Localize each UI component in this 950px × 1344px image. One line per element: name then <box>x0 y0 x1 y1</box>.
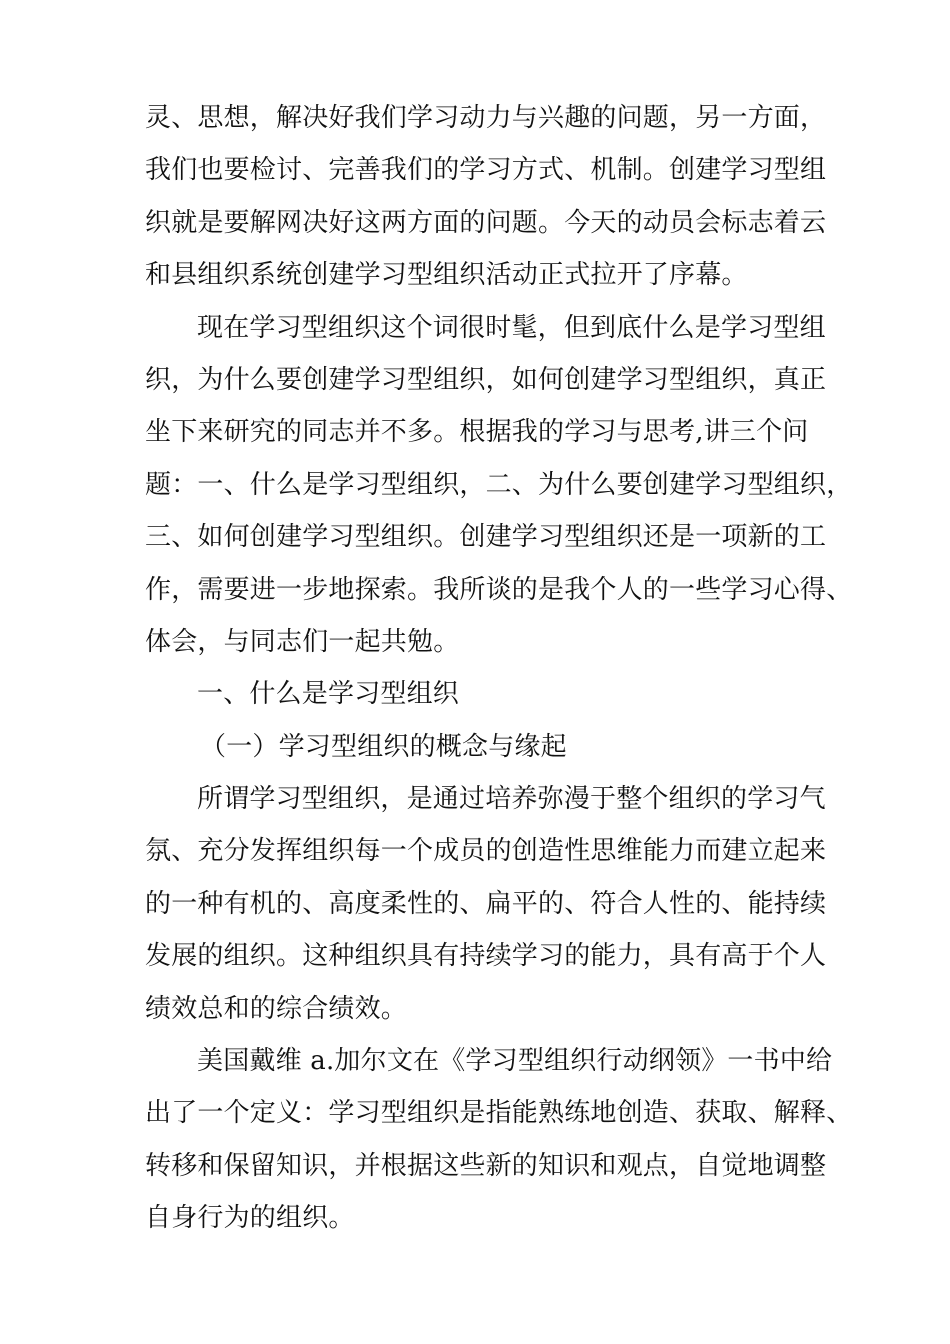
paragraph-line: 作，需要进一步地探索。我所谈的是我个人的一些学习心得、 <box>145 574 853 605</box>
paragraph-line: 的一种有机的、高度柔性的、扁平的、符合人性的、能持续 <box>145 888 827 919</box>
paragraph-line: 转移和保留知识，并根据这些新的知识和观点，自觉地调整 <box>145 1150 827 1181</box>
document-body <box>145 92 853 1245</box>
paragraph-line: 坐下来研究的同志并不多。根据我的学习与思考,讲三个问 <box>145 417 809 448</box>
paragraph-line: 和县组织系统创建学习型组织活动正式拉开了序幕。 <box>145 260 748 291</box>
paragraph-line: 所谓学习型组织，是通过培养弥漫于整个组织的学习气 <box>197 784 826 815</box>
section-heading: 一、什么是学习型组织 <box>197 679 460 710</box>
paragraph-line: 现在学习型组织这个词很时髦，但到底什么是学习型组 <box>197 312 826 343</box>
paragraph-line: 题：一、什么是学习型组织，二、为什么要创建学习型组织， <box>145 469 853 500</box>
paragraph-line: 氛、充分发挥组织每一个成员的创造性思维能力而建立起来 <box>145 836 827 867</box>
paragraph-line: 我们也要检讨、完善我们的学习方式、机制。创建学习型组 <box>145 155 827 186</box>
paragraph-line: 织，为什么要创建学习型组织，如何创建学习型组织，真正 <box>145 364 827 395</box>
paragraph-line: 自身行为的组织。 <box>145 1203 355 1234</box>
paragraph-line: 出了一个定义：学习型组织是指能熟练地创造、获取、解释、 <box>145 1098 853 1129</box>
paragraph-line: 灵、思想，解决好我们学习动力与兴趣的问题，另一方面， <box>145 103 827 133</box>
paragraph-line: 织就是要解网决好这两方面的问题。今天的动员会标志着云 <box>145 207 827 238</box>
paragraph-line: 绩效总和的综合绩效。 <box>145 993 408 1024</box>
paragraph-line: 美国戴维 a.加尔文在《学习型组织行动纲领》一书中给 <box>197 1046 833 1077</box>
paragraph-line: 三、如何创建学习型组织。创建学习型组织还是一项新的工 <box>145 522 827 553</box>
paragraph-line: 发展的组织。这种组织具有持续学习的能力，具有高于个人 <box>145 941 827 972</box>
paragraph-line: 体会，与同志们一起共勉。 <box>145 626 460 657</box>
subsection-heading: （一）学习型组织的概念与缘起 <box>200 731 567 762</box>
